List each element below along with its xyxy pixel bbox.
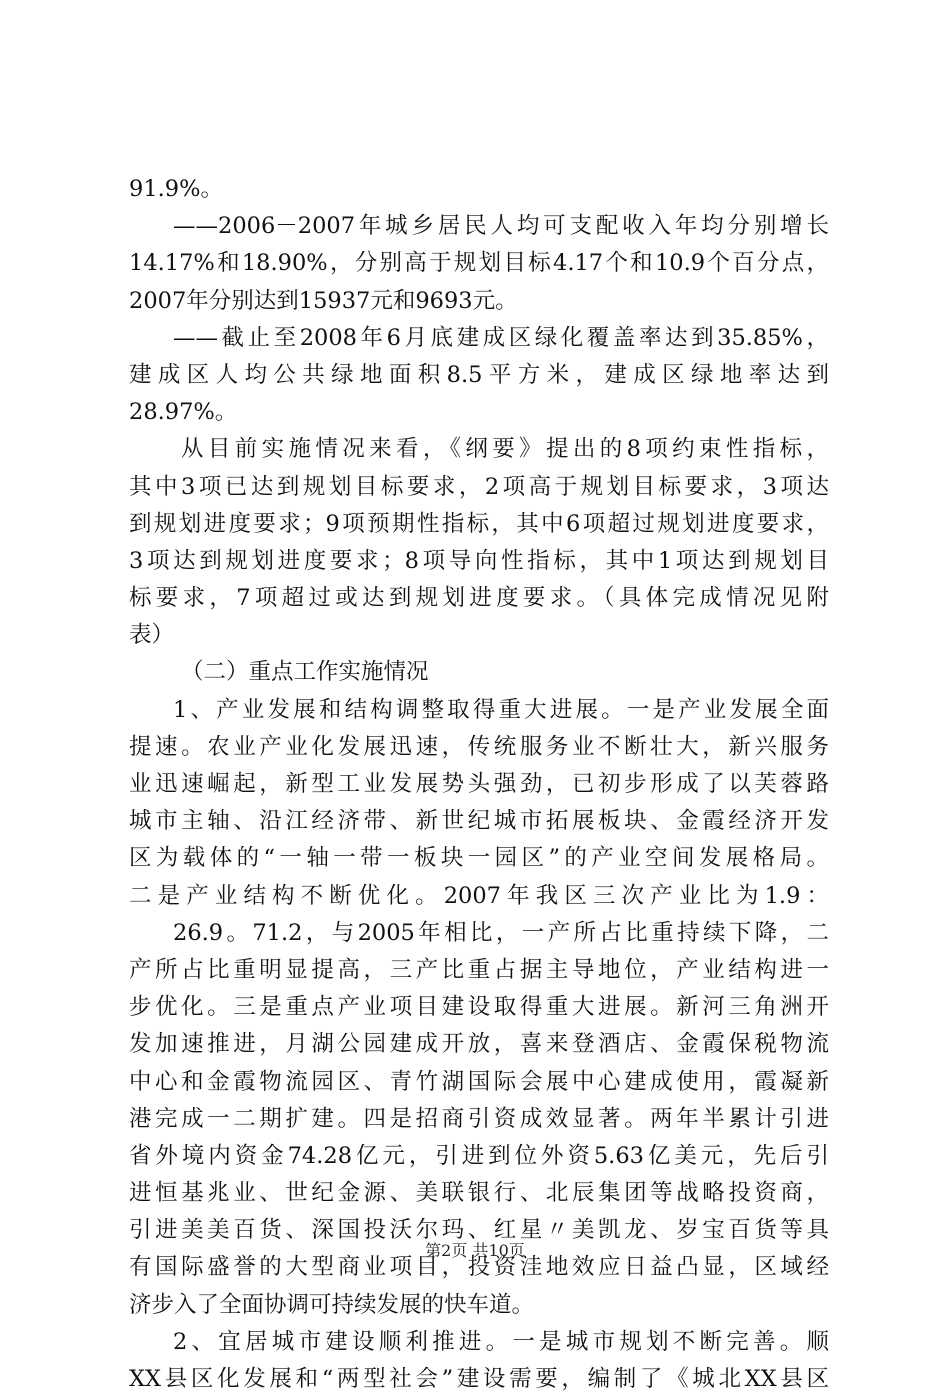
text-line: 14.17%和18.90%，分别高于规划目标4.17个和10.9个百分点，	[129, 250, 829, 277]
text-line: 2、宜居城市建设顺利推进。一是城市规划不断完善。顺	[173, 1328, 829, 1355]
page-footer	[0, 1239, 950, 1263]
text-line: 到规划进度要求；9项预期性指标，其中6项超过规划进度要求，	[129, 510, 829, 537]
text-line: 26.9。71.2，与2005年相比，一产所占比重持续下降，二	[173, 919, 829, 946]
text-line: 步优化。三是重点产业项目建设取得重大进展。新河三角洲开	[129, 994, 829, 1021]
text-line: 产所占比重明显提高，三产比重占据主导地位，产业结构进一	[129, 956, 829, 983]
body-text	[129, 171, 829, 1398]
text-line: 进恒基兆业、世纪金源、美联银行、北辰集团等战略投资商，	[129, 1180, 829, 1207]
text-line: 2007年分别达到15937元和9693元。	[129, 287, 518, 314]
text-line: 表）	[129, 622, 175, 649]
text-line: 标要求，7项超过或达到规划进度要求。（具体完成情况见附	[129, 585, 829, 612]
text-line: 有国际盛誉的大型商业项目，投资洼地效应日益凸显，区域经	[129, 1254, 829, 1281]
section-heading: （二）重点工作实施情况	[181, 659, 429, 686]
page-number-label: 第2页 共10页	[425, 1241, 525, 1260]
text-line: 发加速推进，月湖公园建成开放，喜来登酒店、金霞保税物流	[129, 1031, 829, 1058]
text-line: 其中3项已达到规划目标要求，2项高于规划目标要求，3项达	[129, 473, 829, 500]
text-line: 1、产业发展和结构调整取得重大进展。一是产业发展全面	[173, 696, 829, 723]
text-line: 91.9%。	[129, 176, 223, 202]
text-line: 二是产业结构不断优化。2007年我区三次产业比为1.9：	[129, 882, 829, 909]
text-line: 3项达到规划进度要求；8项导向性指标，其中1项达到规划目	[129, 547, 829, 574]
text-line: 28.97%。	[129, 399, 238, 426]
text-line: 区为载体的“一轴一带一板块一园区”的产业空间发展格局。	[129, 845, 829, 872]
text-line: 建成区人均公共绿地面积8.5平方米，建成区绿地率达到	[129, 361, 829, 388]
text-line: 提速。农业产业化发展迅速，传统服务业不断壮大，新兴服务	[129, 733, 829, 760]
text-line: ——2006－2007年城乡居民人均可支配收入年均分别增长	[173, 213, 829, 240]
text-line: 城市主轴、沿江经济带、新世纪城市拓展板块、金霞经济开发	[129, 808, 829, 835]
text-line: ——截止至2008年6月底建成区绿化覆盖率达到35.85%，	[173, 324, 829, 351]
text-line: 济步入了全面协调可持续发展的快车道。	[129, 1291, 535, 1318]
text-line: 引进美美百货、深国投沃尔玛、红星〃美凯龙、岁宝百货等具	[129, 1217, 829, 1244]
text-line: XX县区化发展和“两型社会”建设需要，编制了《城北XX县区	[129, 1366, 829, 1392]
text-line: 从目前实施情况来看，《纲要》提出的8项约束性指标，	[181, 436, 829, 463]
text-line: 中心和金霞物流园区、青竹湖国际会展中心建成使用，霞凝新	[129, 1068, 829, 1095]
text-line: 省外境内资金74.28亿元，引进到位外资5.63亿美元，先后引	[129, 1142, 829, 1169]
text-line: 业迅速崛起，新型工业发展势头强劲，已初步形成了以芙蓉路	[129, 771, 829, 797]
text-line: 港完成一二期扩建。四是招商引资成效显著。两年半累计引进	[129, 1105, 829, 1132]
